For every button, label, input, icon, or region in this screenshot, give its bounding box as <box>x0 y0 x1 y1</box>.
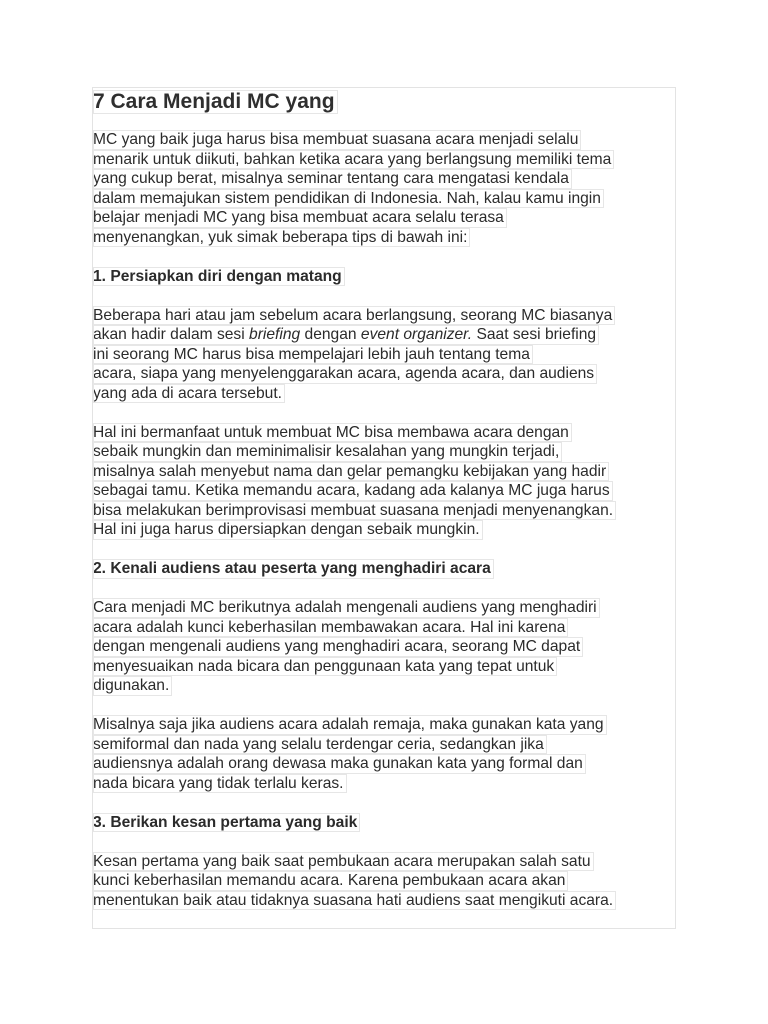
text-line: kunci keberhasilan memandu acara. Karena pembukaan acara akan <box>93 871 568 891</box>
text-line: bisa melakukan berimprovisasi membuat suasana menjadi menyenangkan. <box>93 501 616 521</box>
text-line: acara, siapa yang menyelenggarakan acara, agenda acara, dan audiens <box>93 364 597 384</box>
text-line: menentukan baik atau tidaknya suasana hati audiens saat mengikuti acara. <box>93 891 616 911</box>
text-line: Beberapa hari atau jam sebelum acara berlangsung, seorang MC biasanya <box>93 306 615 326</box>
text-line: Kesan pertama yang baik saat pembukaan acara merupakan salah satu <box>93 852 594 872</box>
text-line: audiensnya adalah orang dewasa maka gunakan kata yang formal dan <box>93 754 586 774</box>
text-line: menyenangkan, yuk simak beberapa tips di bawah ini: <box>93 228 470 248</box>
section-2-paragraph-1 <box>93 598 678 696</box>
text-line: Cara menjadi MC berikutnya adalah mengenali audiens yang menghadiri <box>93 598 600 618</box>
text-line: Misalnya saja jika audiens acara adalah remaja, maka gunakan kata yang <box>93 715 607 735</box>
heading-text: 3. Berikan kesan pertama yang baik <box>93 813 360 833</box>
text-line <box>93 325 599 345</box>
section-3-heading <box>93 813 678 833</box>
section-2-paragraph-2 <box>93 715 678 793</box>
section-3-paragraph-1 <box>93 852 678 911</box>
text-line: sebagai tamu. Ketika memandu acara, kadang ada kalanya MC juga harus <box>93 481 613 501</box>
title-text: 7 Cara Menjadi MC yang <box>93 90 338 114</box>
section-2-heading <box>93 559 678 579</box>
text-line: nada bicara yang tidak terlalu keras. <box>93 774 347 794</box>
text-line: sebaik mungkin dan meminimalisir kesalahan yang mungkin terjadi, <box>93 442 562 462</box>
text-line: menarik untuk diikuti, bahkan ketika acara yang berlangsung memiliki tema <box>93 150 614 170</box>
text-line: misalnya salah menyebut nama dan gelar pemangku kebijakan yang hadir <box>93 462 609 482</box>
text-line: digunakan. <box>93 676 172 696</box>
document-body <box>93 90 678 930</box>
text-line: belajar menjadi MC yang bisa membuat acara selalu terasa <box>93 208 507 228</box>
heading-text: 1. Persiapkan diri dengan matang <box>93 267 345 287</box>
text-segment: akan hadir dalam sesi <box>93 326 250 343</box>
text-line: dalam memajukan sistem pendidikan di Indonesia. Nah, kalau kamu ingin <box>93 189 604 209</box>
document-title <box>93 90 678 114</box>
text-line: dengan mengenali audiens yang menghadiri acara, seorang MC dapat <box>93 637 583 657</box>
text-line: ini seorang MC harus bisa mempelajari lebih jauh tentang tema <box>93 345 533 365</box>
italic-term-event-organizer: event organizer. <box>360 326 473 343</box>
text-line: acara adalah kunci keberhasilan membawakan acara. Hal ini karena <box>93 618 568 638</box>
text-line: yang ada di acara tersebut. <box>93 384 285 404</box>
text-line: menyesuaikan nada bicara dan penggunaan kata yang tepat untuk <box>93 657 557 677</box>
text-line: Hal ini bermanfaat untuk membuat MC bisa membawa acara dengan <box>93 423 572 443</box>
section-1-heading <box>93 267 678 287</box>
text-line: semiformal dan nada yang selalu terdengar ceria, sedangkan jika <box>93 735 547 755</box>
text-segment: Saat sesi briefing <box>472 326 597 343</box>
heading-text: 2. Kenali audiens atau peserta yang menghadiri acara <box>93 559 494 579</box>
text-line: Hal ini juga harus dipersiapkan dengan sebaik mungkin. <box>93 520 483 540</box>
section-1-paragraph-1 <box>93 306 678 404</box>
section-1-paragraph-2 <box>93 423 678 540</box>
text-line: yang cukup berat, misalnya seminar tentang cara mengatasi kendala <box>93 169 572 189</box>
intro-paragraph <box>93 130 678 247</box>
text-line: MC yang baik juga harus bisa membuat suasana acara menjadi selalu <box>93 130 581 150</box>
italic-term-briefing: briefing <box>249 326 301 343</box>
text-segment: dengan <box>300 326 361 343</box>
